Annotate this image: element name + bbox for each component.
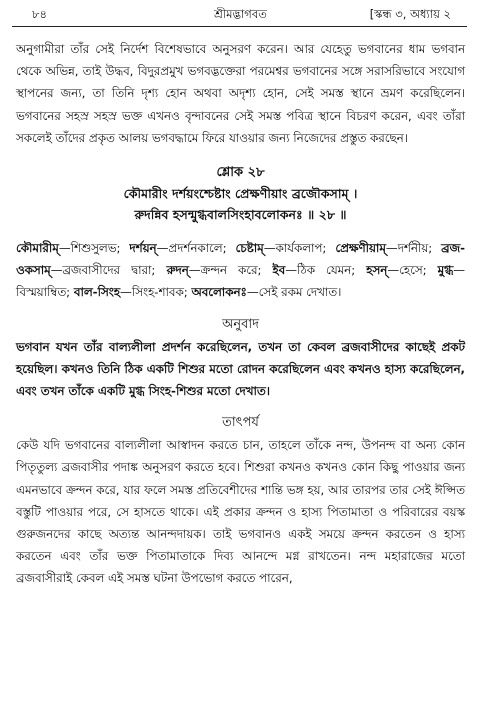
synonym-item — [16, 241, 129, 255]
purport-text: কেউ যদি ভগবানের বাল্যলীলা আস্বাদন করতে চান, তাহলে তাঁকে নন্দ, উপনন্দ বা অন্য কোন পিতৃতুল্য ব্রজবাসীর পদাঙ্ক অনুসরণ করতে হবে। শিশুরা কখনও কখনও কোন কিছু পাওয়ার জন্য এমনভাবে ক্রন্দন করে, যার ফলে সমস্ত প্রতিবেশীদের শান্তি ভঙ্গ হয়, আর তারপর তার সেই ঈপ্সিত বস্তুটি পাওয়ার পরে, সে হাসতে থাকে। এই প্রকার ক্রন্দন ও হাস্য পিতামাতা ও পরিবারের বয়স্ক গুরুজনদের কাছে অত্যন্ত আনন্দদায়ক। তাই ভগবানও একই সময়ে ক্রন্দন করতেন ও হাস্য করতেন এবং তাঁর ভক্ত পিতামাতাকে দিব্য আনন্দে মগ্ন রাখতেন। নন্দ মহারাজের মতো ব্রজবাসীরাই কেবল এই সমস্ত ঘটনা উপভোগ করতে পারেন, — [16, 438, 465, 586]
translation-title: অনুবাদ — [222, 316, 259, 332]
page-number: ৮৪ — [32, 7, 47, 21]
synonym-item — [335, 241, 441, 255]
synonym-meaning: —হেসে; — [387, 263, 438, 278]
synonym-meaning: —শিশুসুলভ; — [58, 241, 130, 256]
synonym-meaning: —প্রদর্শনকালে; — [156, 241, 236, 256]
page-header — [16, 0, 465, 26]
synonym-word: মুগ্ধ — [437, 263, 454, 278]
synonym-item — [129, 241, 235, 255]
synonym-item — [191, 285, 341, 299]
synonyms — [16, 237, 465, 304]
verse-line-1: কৌমারীং দর্শয়ংশ্চেষ্টাং প্রেক্ষণীয়াং ব্রজৌকসাম্ । — [123, 186, 358, 202]
synonym-word: দর্শয়ন্ — [129, 241, 157, 256]
synonym-item — [74, 285, 192, 299]
intro-paragraph: অনুগামীরা তাঁর সেই নির্দেশ বিশেষভাবে অনুসরণ করেন। আর যেহেতু ভগবানের ধাম ভগবান থেকে অভিন্ন, তাই উদ্ধব, বিদুরপ্রমুখ ভগবদ্ভক্তেরা পরমেশ্বর ভগবানের সঙ্গে সরাসরিভাবে সংযোগ স্থাপনের জন্য, তা তিনি দৃশ্য হোন অথবা অদৃশ্য হোন, সেই সমস্ত স্থানে ভ্রমণ করেছিলেন। ভগবানের সহস্র সহস্র ভক্ত এখনও বৃন্দাবনের সেই সমস্ত পবিত্র স্থানে বিচরণ করেন, এবং তাঁরা সকলেই তাঁদের প্রকৃত আলয় ভগবদ্ধামে ফিরে যাওয়ার জন্য নিজেদের প্রস্তুত করছেন। — [16, 42, 465, 145]
purport-title: তাৎপর্য — [222, 415, 259, 431]
synonym-item — [235, 241, 335, 255]
synonym-word: হসন্ — [366, 263, 388, 278]
chapter-reference: [স্কন্ধ ৩, অধ্যায় ২ — [369, 7, 451, 21]
header-rule — [12, 26, 467, 27]
synonym-meaning: —দর্শনীয়; — [385, 241, 442, 256]
synonym-word: প্রেক্ষণীয়াম্ — [335, 241, 386, 256]
synonym-word: বাল-সিংহ — [73, 285, 121, 300]
synonym-meaning: —ব্রজবাসীদের দ্বারা; — [50, 263, 167, 278]
synonym-word: ইব — [272, 263, 286, 278]
synonym-word: কৌমারীম্ — [16, 241, 59, 256]
synonym-item — [166, 263, 272, 277]
synonym-meaning: —সিংহ-শাবক; — [120, 285, 192, 300]
synonym-word: অবলোকনঃ — [191, 285, 247, 300]
synonym-item — [273, 263, 367, 277]
synonym-meaning: —কার্যকলাপ; — [263, 241, 336, 256]
synonym-item — [366, 263, 437, 277]
translation-text: ভগবান যখন তাঁর বাল্যলীলা প্রদর্শন করেছিলেন, তখন তা কেবল ব্রজবাসীদের কাছেই প্রকট হয়েছিল। কখনও তিনি ঠিক একটি শিশুর মতো রোদন করেছিলেন এবং কখনও হাস্য করেছিলেন, এবং তখন তাঁকে একটি মুগ্ধ সিংহ-শিশুর মতো দেখাত। — [16, 339, 465, 399]
verse-line-2: রুদন্নিব হসন্মুগ্ধবালসিংহাবলোকনঃ ॥ ২৮ ॥ — [134, 207, 347, 223]
synonym-word: রুদন্ — [166, 263, 189, 278]
synonym-meaning: —বিস্ময়াম্বিত; — [16, 263, 465, 300]
synonym-word: ব্রজ-ওকসাম্ — [16, 241, 465, 278]
synonym-word: চেষ্টাম্ — [235, 241, 264, 256]
synonym-meaning: —সেই রকম দেখাত। — [246, 285, 342, 300]
synonym-meaning: —ঠিক যেমন; — [285, 263, 367, 278]
running-title: শ্রীমদ্ভাগবত — [214, 7, 267, 21]
synonym-meaning: —ক্রন্দন করে; — [188, 263, 273, 278]
sloka-title: শ্লোক ২৮ — [216, 165, 265, 181]
